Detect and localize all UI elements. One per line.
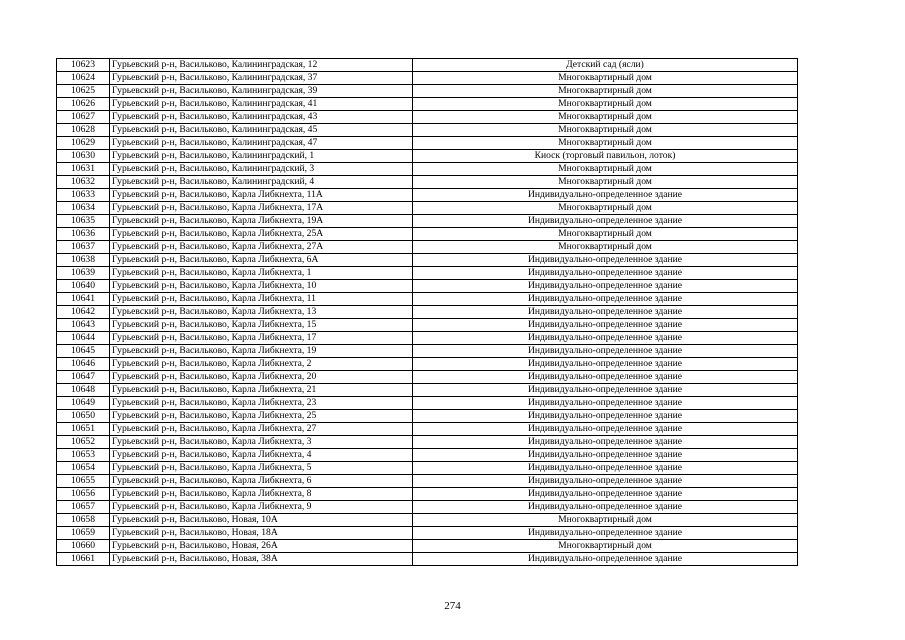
row-number-cell: 10649 <box>57 397 110 410</box>
address-cell: Гурьевский р-н, Васильково, Калининградский, 3 <box>110 163 413 176</box>
address-cell: Гурьевский р-н, Васильково, Карла Либкнехта, 2 <box>110 358 413 371</box>
building-type-cell: Многоквартирный дом <box>413 137 798 150</box>
row-number-cell: 10660 <box>57 540 110 553</box>
building-type-cell: Индивидуально-определенное здание <box>413 293 798 306</box>
table-row <box>57 176 798 189</box>
address-cell: Гурьевский р-н, Васильково, Карла Либкнехта, 6 <box>110 475 413 488</box>
building-type-cell: Многоквартирный дом <box>413 514 798 527</box>
row-number-cell: 10648 <box>57 384 110 397</box>
address-cell: Гурьевский р-н, Васильково, Новая, 10А <box>110 514 413 527</box>
table-row <box>57 228 798 241</box>
building-type-cell: Индивидуально-определенное здание <box>413 410 798 423</box>
table-row <box>57 293 798 306</box>
address-cell: Гурьевский р-н, Васильково, Карла Либкнехта, 20 <box>110 371 413 384</box>
address-cell: Гурьевский р-н, Васильково, Карла Либкнехта, 15 <box>110 319 413 332</box>
row-number-cell: 10633 <box>57 189 110 202</box>
building-type-cell: Индивидуально-определенное здание <box>413 280 798 293</box>
table-row <box>57 423 798 436</box>
row-number-cell: 10657 <box>57 501 110 514</box>
table-row <box>57 345 798 358</box>
building-type-cell: Многоквартирный дом <box>413 72 798 85</box>
table-row <box>57 202 798 215</box>
building-type-cell: Индивидуально-определенное здание <box>413 449 798 462</box>
registry-table-body <box>57 59 798 566</box>
table-row <box>57 215 798 228</box>
address-cell: Гурьевский р-н, Васильково, Карла Либкнехта, 17А <box>110 202 413 215</box>
building-type-cell: Индивидуально-определенное здание <box>413 488 798 501</box>
building-type-cell: Многоквартирный дом <box>413 85 798 98</box>
building-type-cell: Многоквартирный дом <box>413 241 798 254</box>
building-type-cell: Многоквартирный дом <box>413 540 798 553</box>
address-cell: Гурьевский р-н, Васильково, Карла Либкнехта, 9 <box>110 501 413 514</box>
building-type-cell: Индивидуально-определенное здание <box>413 397 798 410</box>
row-number-cell: 10628 <box>57 124 110 137</box>
address-cell: Гурьевский р-н, Васильково, Карла Либкнехта, 3 <box>110 436 413 449</box>
table-row <box>57 241 798 254</box>
address-cell: Гурьевский р-н, Васильково, Новая, 18А <box>110 527 413 540</box>
building-type-cell: Индивидуально-определенное здание <box>413 371 798 384</box>
building-type-cell: Индивидуально-определенное здание <box>413 332 798 345</box>
table-row <box>57 98 798 111</box>
building-type-cell: Индивидуально-определенное здание <box>413 189 798 202</box>
row-number-cell: 10638 <box>57 254 110 267</box>
address-cell: Гурьевский р-н, Васильково, Калининградская, 39 <box>110 85 413 98</box>
page-number: 274 <box>444 600 461 612</box>
table-row <box>57 163 798 176</box>
table-row <box>57 527 798 540</box>
row-number-cell: 10653 <box>57 449 110 462</box>
address-cell: Гурьевский р-н, Васильково, Карла Либкнехта, 23 <box>110 397 413 410</box>
row-number-cell: 10625 <box>57 85 110 98</box>
address-cell: Гурьевский р-н, Васильково, Карла Либкнехта, 5 <box>110 462 413 475</box>
address-cell: Гурьевский р-н, Васильково, Карла Либкнехта, 13 <box>110 306 413 319</box>
row-number-cell: 10629 <box>57 137 110 150</box>
address-cell: Гурьевский р-н, Васильково, Карла Либкнехта, 25А <box>110 228 413 241</box>
row-number-cell: 10652 <box>57 436 110 449</box>
address-cell: Гурьевский р-н, Васильково, Калининградская, 43 <box>110 111 413 124</box>
building-type-cell: Индивидуально-определенное здание <box>413 254 798 267</box>
address-cell: Гурьевский р-н, Васильково, Карла Либкнехта, 11А <box>110 189 413 202</box>
address-cell: Гурьевский р-н, Васильково, Калининградская, 12 <box>110 59 413 72</box>
table-row <box>57 501 798 514</box>
table-row <box>57 254 798 267</box>
building-type-cell: Многоквартирный дом <box>413 176 798 189</box>
row-number-cell: 10650 <box>57 410 110 423</box>
address-cell: Гурьевский р-н, Васильково, Карла Либкнехта, 11 <box>110 293 413 306</box>
table-row <box>57 449 798 462</box>
row-number-cell: 10647 <box>57 371 110 384</box>
row-number-cell: 10635 <box>57 215 110 228</box>
row-number-cell: 10654 <box>57 462 110 475</box>
building-type-cell: Индивидуально-определенное здание <box>413 384 798 397</box>
table-row <box>57 332 798 345</box>
address-cell: Гурьевский р-н, Васильково, Калининградский, 4 <box>110 176 413 189</box>
building-type-cell: Индивидуально-определенное здание <box>413 436 798 449</box>
address-cell: Гурьевский р-н, Васильково, Карла Либкнехта, 25 <box>110 410 413 423</box>
row-number-cell: 10643 <box>57 319 110 332</box>
table-row <box>57 384 798 397</box>
address-cell: Гурьевский р-н, Васильково, Карла Либкнехта, 8 <box>110 488 413 501</box>
building-type-cell: Индивидуально-определенное здание <box>413 319 798 332</box>
building-type-cell: Индивидуально-определенное здание <box>413 462 798 475</box>
address-cell: Гурьевский р-н, Васильково, Карла Либкнехта, 21 <box>110 384 413 397</box>
building-type-cell: Многоквартирный дом <box>413 228 798 241</box>
address-cell: Гурьевский р-н, Васильково, Новая, 38А <box>110 553 413 566</box>
table-row <box>57 137 798 150</box>
table-row <box>57 111 798 124</box>
table-row <box>57 475 798 488</box>
row-number-cell: 10639 <box>57 267 110 280</box>
table-row <box>57 553 798 566</box>
row-number-cell: 10645 <box>57 345 110 358</box>
table-row <box>57 488 798 501</box>
registry-table <box>56 58 798 566</box>
table-row <box>57 124 798 137</box>
row-number-cell: 10624 <box>57 72 110 85</box>
address-cell: Гурьевский р-н, Васильково, Карла Либкнехта, 27 <box>110 423 413 436</box>
row-number-cell: 10641 <box>57 293 110 306</box>
address-cell: Гурьевский р-н, Васильково, Карла Либкнехта, 19 <box>110 345 413 358</box>
row-number-cell: 10627 <box>57 111 110 124</box>
address-cell: Гурьевский р-н, Васильково, Карла Либкнехта, 27А <box>110 241 413 254</box>
row-number-cell: 10640 <box>57 280 110 293</box>
address-cell: Гурьевский р-н, Васильково, Калининградская, 37 <box>110 72 413 85</box>
building-type-cell: Многоквартирный дом <box>413 124 798 137</box>
address-cell: Гурьевский р-н, Васильково, Калининградский, 1 <box>110 150 413 163</box>
building-type-cell: Индивидуально-определенное здание <box>413 423 798 436</box>
building-type-cell: Многоквартирный дом <box>413 111 798 124</box>
table-row <box>57 72 798 85</box>
building-type-cell: Многоквартирный дом <box>413 163 798 176</box>
row-number-cell: 10651 <box>57 423 110 436</box>
table-row <box>57 514 798 527</box>
address-cell: Гурьевский р-н, Васильково, Карла Либкнехта, 19А <box>110 215 413 228</box>
address-cell: Гурьевский р-н, Васильково, Карла Либкнехта, 4 <box>110 449 413 462</box>
table-row <box>57 189 798 202</box>
building-type-cell: Индивидуально-определенное здание <box>413 215 798 228</box>
row-number-cell: 10626 <box>57 98 110 111</box>
building-type-cell: Индивидуально-определенное здание <box>413 501 798 514</box>
building-type-cell: Индивидуально-определенное здание <box>413 358 798 371</box>
table-row <box>57 85 798 98</box>
address-cell: Гурьевский р-н, Васильково, Карла Либкнехта, 1 <box>110 267 413 280</box>
table-row <box>57 436 798 449</box>
address-cell: Гурьевский р-н, Васильково, Карла Либкнехта, 6А <box>110 254 413 267</box>
table-row <box>57 358 798 371</box>
building-type-cell: Индивидуально-определенное здание <box>413 527 798 540</box>
address-cell: Гурьевский р-н, Васильково, Карла Либкнехта, 17 <box>110 332 413 345</box>
address-cell: Гурьевский р-н, Васильково, Новая, 26А <box>110 540 413 553</box>
row-number-cell: 10636 <box>57 228 110 241</box>
address-cell: Гурьевский р-н, Васильково, Калининградская, 47 <box>110 137 413 150</box>
building-type-cell: Индивидуально-определенное здание <box>413 306 798 319</box>
table-row <box>57 306 798 319</box>
row-number-cell: 10661 <box>57 553 110 566</box>
row-number-cell: 10656 <box>57 488 110 501</box>
address-cell: Гурьевский р-н, Васильково, Карла Либкнехта, 10 <box>110 280 413 293</box>
table-row <box>57 280 798 293</box>
address-cell: Гурьевский р-н, Васильково, Калининградская, 41 <box>110 98 413 111</box>
row-number-cell: 10646 <box>57 358 110 371</box>
row-number-cell: 10655 <box>57 475 110 488</box>
building-type-cell: Индивидуально-определенное здание <box>413 267 798 280</box>
building-type-cell: Многоквартирный дом <box>413 202 798 215</box>
row-number-cell: 10634 <box>57 202 110 215</box>
row-number-cell: 10642 <box>57 306 110 319</box>
row-number-cell: 10644 <box>57 332 110 345</box>
building-type-cell: Индивидуально-определенное здание <box>413 345 798 358</box>
row-number-cell: 10659 <box>57 527 110 540</box>
row-number-cell: 10632 <box>57 176 110 189</box>
table-row <box>57 150 798 163</box>
building-type-cell: Индивидуально-определенное здание <box>413 475 798 488</box>
table-row <box>57 410 798 423</box>
table-row <box>57 267 798 280</box>
row-number-cell: 10630 <box>57 150 110 163</box>
table-row <box>57 371 798 384</box>
table-row <box>57 540 798 553</box>
table-row <box>57 319 798 332</box>
row-number-cell: 10631 <box>57 163 110 176</box>
building-type-cell: Детский сад (ясли) <box>413 59 798 72</box>
building-type-cell: Индивидуально-определенное здание <box>413 553 798 566</box>
row-number-cell: 10658 <box>57 514 110 527</box>
table-row <box>57 59 798 72</box>
building-type-cell: Многоквартирный дом <box>413 98 798 111</box>
address-cell: Гурьевский р-н, Васильково, Калининградская, 45 <box>110 124 413 137</box>
table-row <box>57 397 798 410</box>
table-row <box>57 462 798 475</box>
building-type-cell: Киоск (торговый павильон, лоток) <box>413 150 798 163</box>
row-number-cell: 10637 <box>57 241 110 254</box>
row-number-cell: 10623 <box>57 59 110 72</box>
